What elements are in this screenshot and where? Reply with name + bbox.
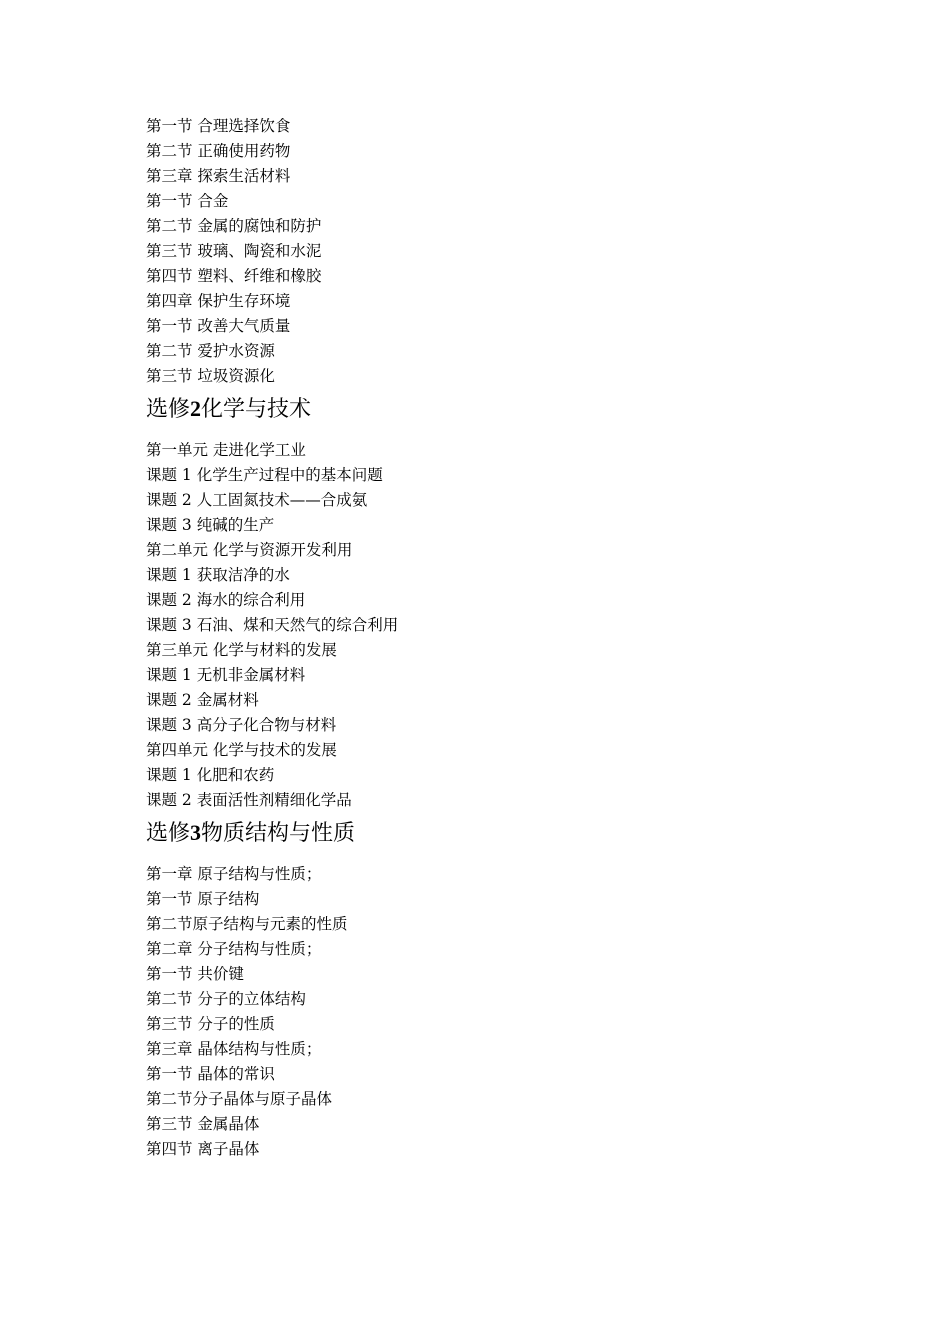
- toc-line: 课题 2 表面活性剂精细化学品: [146, 791, 352, 809]
- toc-line: 第一节 晶体的常识: [146, 1065, 275, 1083]
- toc-line: 第一节 合理选择饮食: [146, 117, 291, 135]
- toc-line: 第一节 改善大气质量: [146, 317, 291, 335]
- toc-line: 第三节 垃圾资源化: [146, 367, 275, 385]
- toc-line: 第一节 合金: [146, 192, 229, 210]
- section-3-list: [146, 862, 846, 1162]
- toc-line: 第二节 正确使用药物: [146, 142, 291, 160]
- toc-line: 第三节 玻璃、陶瓷和水泥: [146, 242, 322, 260]
- toc-line: 第四节 离子晶体: [146, 1140, 260, 1158]
- section-3-heading: [146, 818, 846, 848]
- heading-prefix: 选修: [146, 821, 191, 846]
- toc-line: 第二节 爱护水资源: [146, 342, 275, 360]
- toc-line: 第三章 晶体结构与性质；: [146, 1040, 322, 1058]
- toc-line: 第三节 金属晶体: [146, 1115, 260, 1133]
- heading-title: 化学与技术: [201, 397, 312, 422]
- document-page: [146, 114, 846, 1162]
- toc-line: 第一节 原子结构: [146, 890, 260, 908]
- toc-line: 第二节原子结构与元素的性质: [146, 915, 348, 933]
- toc-line: 课题 1 化肥和农药: [146, 766, 275, 784]
- toc-line: 第二单元 化学与资源开发利用: [146, 541, 353, 559]
- toc-line: 第二章 分子结构与性质；: [146, 940, 322, 958]
- section-1-list: [146, 114, 846, 389]
- toc-line: 第四单元 化学与技术的发展: [146, 741, 337, 759]
- toc-line: 课题 3 石油、煤和天然气的综合利用: [146, 616, 399, 634]
- toc-line: 第一节 共价键: [146, 965, 244, 983]
- toc-line: 课题 1 获取洁净的水: [146, 566, 290, 584]
- toc-line: 第二节 分子的立体结构: [146, 990, 306, 1008]
- toc-line: 第四节 塑料、纤维和橡胶: [146, 267, 322, 285]
- toc-line: 课题 3 纯碱的生产: [146, 516, 275, 534]
- toc-line: 课题 2 海水的综合利用: [146, 591, 306, 609]
- section-2-heading: [146, 394, 846, 424]
- heading-number: 3: [190, 820, 202, 845]
- heading-title: 物质结构与性质: [201, 821, 356, 846]
- heading-prefix: 选修: [146, 397, 191, 422]
- toc-line: 第二节分子晶体与原子晶体: [146, 1090, 333, 1108]
- toc-line: 第一单元 走进化学工业: [146, 441, 306, 459]
- toc-line: 课题 2 人工固氮技术——合成氨: [146, 491, 368, 509]
- toc-line: 第一章 原子结构与性质；: [146, 865, 322, 883]
- toc-line: 课题 1 无机非金属材料: [146, 666, 306, 684]
- toc-line: 第二节 金属的腐蚀和防护: [146, 217, 322, 235]
- toc-line: 第三单元 化学与材料的发展: [146, 641, 337, 659]
- toc-line: 课题 2 金属材料: [146, 691, 259, 709]
- toc-line: 第四章 保护生存环境: [146, 292, 291, 310]
- toc-line: 第三章 探索生活材料: [146, 167, 291, 185]
- toc-line: 课题 3 高分子化合物与材料: [146, 716, 337, 734]
- toc-line: 第三节 分子的性质: [146, 1015, 275, 1033]
- section-2-list: [146, 438, 846, 813]
- toc-line: 课题 1 化学生产过程中的基本问题: [146, 466, 383, 484]
- heading-number: 2: [190, 396, 202, 421]
